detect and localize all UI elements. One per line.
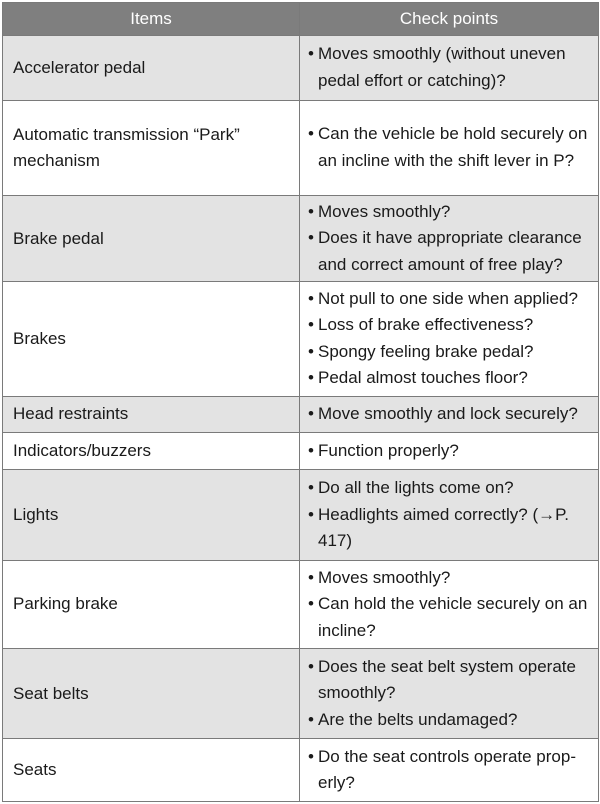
table-row [3,396,599,432]
table-body [3,36,599,802]
table-row [3,648,599,739]
check-point: • Loss of brake effectiveness? [308,312,592,339]
check-points-column-header: Check points [300,3,599,36]
check-point: • Spongy feeling brake pedal? [308,339,592,366]
check-point: • Function properly? [308,438,592,465]
item-cell: Accelerator pedal [3,36,300,101]
bullet-icon: • [308,567,314,587]
bullet-icon: • [308,341,314,361]
bullet-icon: • [308,656,314,676]
bullet-icon: • [308,440,314,460]
bullet-icon: • [308,124,314,144]
check-points-cell [300,281,599,396]
check-points-cell [300,648,599,739]
table-row [3,196,599,282]
check-points-cell [300,36,599,101]
check-point: • Move smoothly and lock securely? [308,401,592,428]
check-point: • Moves smoothly? [308,565,592,592]
table-row [3,36,599,101]
check-point: • Pedal almost touches floor? [308,365,592,392]
bullet-icon: • [308,368,314,388]
item-cell: Lights [3,470,300,561]
check-points-cell [300,100,599,196]
table-row [3,281,599,396]
bullet-icon: • [308,746,314,766]
check-point: • Are the belts undamaged? [308,707,592,734]
item-cell: Automatic transmission “Park” mechanism [3,100,300,196]
item-cell: Parking brake [3,561,300,649]
bullet-icon: • [308,315,314,335]
check-points-cell [300,739,599,802]
bullet-icon: • [308,404,314,424]
table-row [3,739,599,802]
items-column-header: Items [3,3,300,36]
bullet-icon: • [308,228,314,248]
header-row [3,3,599,36]
table-row [3,100,599,196]
check-point: • Can hold the vehicle securely on an incline? [308,591,592,644]
inspection-checklist-table [2,2,599,802]
bullet-icon: • [308,478,314,498]
bullet-icon: • [308,44,314,64]
table-row [3,433,599,470]
check-points-cell [300,196,599,282]
bullet-icon: • [308,288,314,308]
bullet-icon: • [308,594,314,614]
check-points-cell [300,396,599,432]
check-points-cell [300,561,599,649]
table-row [3,561,599,649]
check-point: • Not pull to one side when applied? [308,286,592,313]
item-cell: Seats [3,739,300,802]
bullet-icon: • [308,709,314,729]
item-cell: Head restraints [3,396,300,432]
table-header [3,3,599,36]
check-point: • Moves smoothly (without uneven pedal effort or catching)? [308,41,592,94]
check-points-cell [300,433,599,470]
item-cell: Brake pedal [3,196,300,282]
bullet-icon: • [308,504,314,524]
check-point: • Does it have appropriate clearance and correct amount of free play? [308,225,592,278]
check-point: • Do all the lights come on? [308,475,592,502]
item-cell: Seat belts [3,648,300,739]
item-cell: Indicators/buzzers [3,433,300,470]
item-cell: Brakes [3,281,300,396]
check-point: • Moves smoothly? [308,199,592,226]
check-points-cell [300,470,599,561]
bullet-icon: • [308,201,314,221]
check-point: • Headlights aimed correctly? (→P. 417) [308,502,592,555]
table-row [3,470,599,561]
check-point: • Do the seat controls operate prop-erly? [308,744,592,797]
check-point: • Can the vehicle be hold securely on an incline with the shift lever in P? [308,121,592,174]
check-point: • Does the seat belt system operate smoothly? [308,654,592,707]
